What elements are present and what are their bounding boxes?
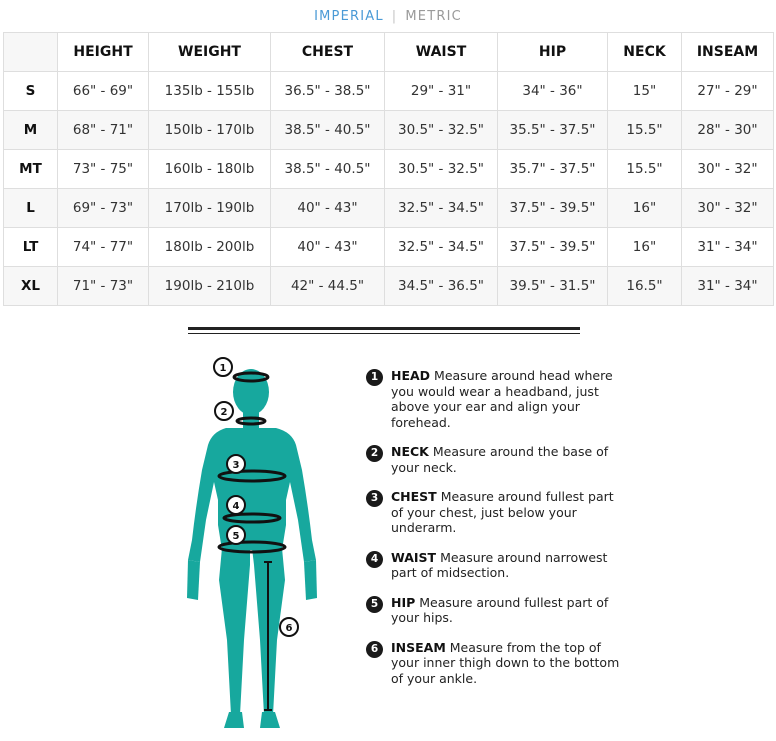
guide-item-hip (366, 595, 626, 626)
size-label: L (4, 189, 58, 228)
guide-text: Measure from the top of your inner thigh down to the bottom of your ankle. (391, 639, 620, 686)
header-hip: HIP (498, 33, 608, 72)
right-foot (260, 712, 280, 728)
table-cell: 30.5" - 32.5" (385, 111, 498, 150)
table-row (4, 228, 774, 267)
table-row (4, 150, 774, 189)
guide-item-inseam (366, 640, 626, 687)
left-hand (187, 560, 200, 600)
table-cell: 135lb - 155lb (149, 72, 271, 111)
table-cell: 69" - 73" (58, 189, 149, 228)
table-cell: 15.5" (608, 111, 682, 150)
table-cell: 16" (608, 189, 682, 228)
header-chest: CHEST (271, 33, 385, 72)
table-cell: 37.5" - 39.5" (498, 228, 608, 267)
measurement-guide (366, 368, 626, 700)
table-cell: 30" - 32" (682, 150, 774, 189)
table-cell: 38.5" - 40.5" (271, 111, 385, 150)
guide-number: 6 (366, 641, 383, 658)
guide-item-head (366, 368, 626, 430)
guide-number: 4 (366, 551, 383, 568)
body-figure (180, 352, 320, 737)
guide-number: 1 (366, 369, 383, 386)
table-cell: 39.5" - 31.5" (498, 267, 608, 306)
table-cell: 32.5" - 34.5" (385, 228, 498, 267)
table-row (4, 72, 774, 111)
table-cell: 35.7" - 37.5" (498, 150, 608, 189)
header-waist: WAIST (385, 33, 498, 72)
table-cell: 170lb - 190lb (149, 189, 271, 228)
guide-text: Measure around the base of your neck. (391, 444, 609, 475)
size-label: M (4, 111, 58, 150)
guide-number: 3 (366, 490, 383, 507)
table-cell: 190lb - 210lb (149, 267, 271, 306)
marker-3-label: 3 (232, 460, 240, 471)
header-corner (4, 33, 58, 72)
table-cell: 66" - 69" (58, 72, 149, 111)
table-cell: 40" - 43" (271, 189, 385, 228)
guide-text: Measure around fullest part of your chest, just below your underarm. (391, 489, 614, 535)
table-cell: 16" (608, 228, 682, 267)
header-inseam: INSEAM (682, 33, 774, 72)
marker-6-label: 6 (285, 623, 293, 634)
marker-5-label: 5 (232, 531, 240, 542)
guide-keyword: WAIST (391, 549, 437, 565)
table-cell: 32.5" - 34.5" (385, 189, 498, 228)
table-cell: 28" - 30" (682, 111, 774, 150)
table-cell: 15.5" (608, 150, 682, 189)
section-divider-thin (188, 333, 580, 334)
table-row (4, 111, 774, 150)
table-cell: 38.5" - 40.5" (271, 150, 385, 189)
guide-keyword: INSEAM (391, 639, 446, 655)
table-cell: 31" - 34" (682, 228, 774, 267)
guide-keyword: NECK (391, 444, 429, 459)
guide-item-waist (366, 550, 626, 581)
table-cell: 71" - 73" (58, 267, 149, 306)
table-header-row (4, 33, 774, 72)
guide-number: 2 (366, 445, 383, 462)
table-cell: 15" (608, 72, 682, 111)
guide-keyword: HIP (391, 594, 416, 610)
table-cell: 27" - 29" (682, 72, 774, 111)
marker-4-label: 4 (232, 501, 240, 512)
table-cell: 150lb - 170lb (149, 111, 271, 150)
header-weight: WEIGHT (149, 33, 271, 72)
table-cell: 68" - 71" (58, 111, 149, 150)
unit-separator: | (391, 9, 398, 24)
guide-keyword: HEAD (391, 368, 431, 383)
table-cell: 34.5" - 36.5" (385, 267, 498, 306)
table-cell: 37.5" - 39.5" (498, 189, 608, 228)
size-label: S (4, 72, 58, 111)
table-cell: 30.5" - 32.5" (385, 150, 498, 189)
table-cell: 35.5" - 37.5" (498, 111, 608, 150)
guide-text: Measure around narrowest part of midsection. (391, 549, 608, 580)
table-cell: 34" - 36" (498, 72, 608, 111)
marker-2-label: 2 (220, 407, 228, 418)
table-cell: 40" - 43" (271, 228, 385, 267)
table-row (4, 267, 774, 306)
left-leg (219, 548, 250, 715)
section-divider (188, 327, 580, 330)
size-chart-table (3, 32, 774, 306)
marker-1-label: 1 (219, 363, 227, 374)
right-hand (304, 560, 317, 600)
table-cell: 36.5" - 38.5" (271, 72, 385, 111)
guide-text: Measure around head where you would wear a headband, just above your ear and align your forehead. (391, 368, 613, 430)
table-cell: 16.5" (608, 267, 682, 306)
table-row (4, 189, 774, 228)
table-cell: 42" - 44.5" (271, 267, 385, 306)
metric-tab[interactable]: METRIC (405, 9, 462, 24)
table-cell: 74" - 77" (58, 228, 149, 267)
size-label: XL (4, 267, 58, 306)
head-shape (233, 369, 269, 415)
header-height: HEIGHT (58, 33, 149, 72)
size-label: LT (4, 228, 58, 267)
table-cell: 180lb - 200lb (149, 228, 271, 267)
unit-toggle (0, 9, 776, 24)
table-cell: 73" - 75" (58, 150, 149, 189)
guide-item-chest (366, 489, 626, 536)
left-foot (224, 712, 244, 728)
imperial-tab[interactable]: IMPERIAL (314, 9, 384, 24)
table-cell: 31" - 34" (682, 267, 774, 306)
table-cell: 30" - 32" (682, 189, 774, 228)
table-cell: 29" - 31" (385, 72, 498, 111)
guide-item-neck (366, 444, 626, 475)
size-label: MT (4, 150, 58, 189)
guide-keyword: CHEST (391, 489, 437, 504)
header-neck: NECK (608, 33, 682, 72)
guide-number: 5 (366, 596, 383, 613)
table-cell: 160lb - 180lb (149, 150, 271, 189)
guide-text: Measure around fullest part of your hips. (391, 594, 609, 625)
